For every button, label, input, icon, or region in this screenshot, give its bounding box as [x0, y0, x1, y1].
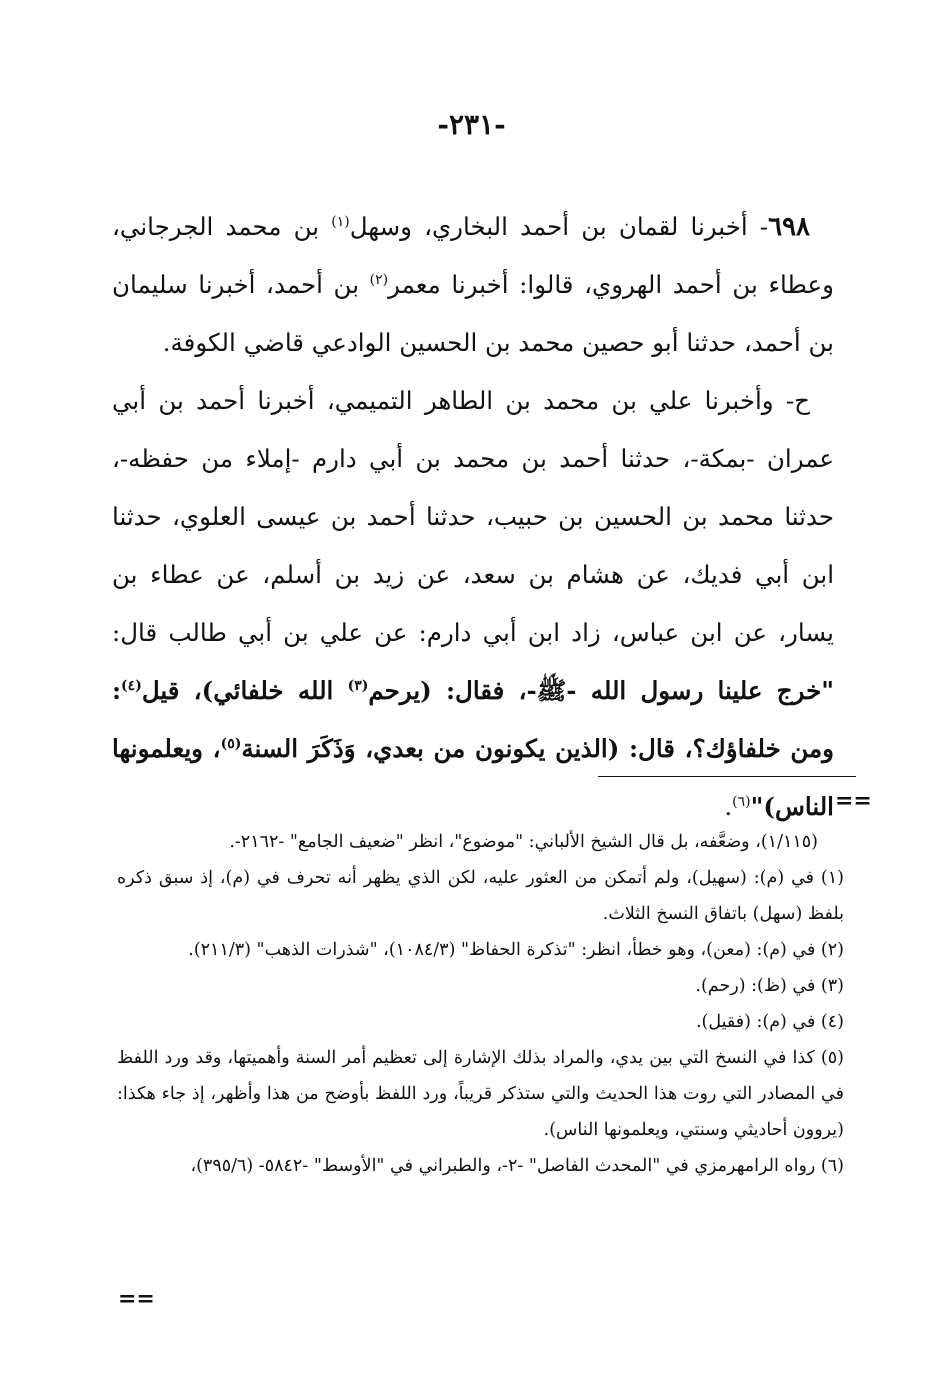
- footnote-ref: (١): [331, 213, 350, 230]
- footnote-2: (٢) في (م): (معن)، وهو خطأ، انظر: "تذكرة الحفاظ" (١٠٨٤/٣)، "شذرات الذهب" (٢١١/٣).: [188, 940, 844, 960]
- footnotes: [117, 824, 844, 1184]
- footnote-1: (١) في (م): (سهيل)، ولم أتمكن من العثور عليه، لكن الذي يظهر أنه تحرف في (م)، إذ سبق ذكره بلفظ (سهل) باتفاق النسخ الثلاث.: [117, 868, 844, 924]
- page-number: -٢٣١-: [437, 108, 506, 141]
- hadith-text: [112, 198, 834, 836]
- hadith-second-chain: ح- وأخبرنا علي بن محمد بن الطاهر التميمي، أخبرنا أحمد بن أبي عمران -بمكة-، حدثنا أحمد بن محمد بن أبي دارم -إملاء من حفظه-، حدثنا محمد بن الحسين بن حبيب، حدثنا أحمد بن عيسى العلوي، حدثنا ابن أبي فديك، عن هشام بن سعد، عن زيد بن أسلم، عن عطاء بن يسار، عن ابن عباس، زاد ابن أبي دارم: عن علي بن أبي طالب قال: "خرج علينا رسول الله -ﷺ-، فقال: (يرحم$^{(٣)}$ الله خلفائي)، قيل$^{(٤)}$: ومن خلفاؤك؟، قال: (الذين يكونون من بعدي، وَذَكَرَ السنة$^{(٥)}$، ويعلمونها الناس)"$^{(٦)}$.: [112, 386, 834, 821]
- continuation-mark: ==: [118, 1286, 155, 1312]
- footnote-ref: (٦): [732, 793, 751, 810]
- hadith-isnad: ٦٩٨- أخبرنا لقمان بن أحمد البخاري، وسهل$^{(١)}$ بن محمد الجرجاني، وعطاء بن أحمد الهروي، قالوا: أخبرنا معمر$^{(٢)}$ بن أحمد، أخبرنا سليمان بن أحمد، حدثنا أبو حصين محمد بن الحسين الوادعي قاضي الكوفة.: [112, 212, 834, 357]
- footnote-3: (٣) في (ظ): (رحم).: [695, 976, 844, 996]
- footnote-ref: (٤): [121, 677, 142, 694]
- footnote-separator-line: [598, 776, 856, 777]
- footnote-ref: (٥): [220, 735, 242, 752]
- hadith-number: ٦٩٨: [768, 212, 810, 242]
- footnote-ref: (٣): [347, 677, 369, 694]
- footnote-ref: (٢): [369, 271, 389, 288]
- footnote-continued: (١/١١٥)، وضعَّفه، بل قال الشيخ الألباني: "موضوع"، انظر "ضعيف الجامع" -٢١٦٢-.: [229, 832, 818, 852]
- footnote-4: (٤) في (م): (فقيل).: [695, 1012, 844, 1032]
- footnote-5: (٥) كذا في النسخ التي بين يدي، والمراد بذلك الإشارة إلى تعظيم أمر السنة وأهميتها، وقد ورد اللفظ في المصادر التي روت هذا الحديث والتي ستذكر قريباً، ورد اللفظ بأوضح من هذا وأظهر، إذ جاء هكذا: (يروون أحاديثي وسنتي، ويعلمونها الناس).: [117, 1048, 844, 1140]
- hadith-matn: "خرج علينا رسول الله -ﷺ-، فقال: (يرحم$^{(٣)}$ الله خلفائي)، قيل$^{(٤)}$: ومن خلفاؤك؟، قال: (الذين يكونون من بعدي، وَذَكَرَ السنة$^{(٥)}$، ويعلمونها الناس)": [112, 676, 834, 821]
- continuation-mark: ==: [835, 788, 872, 814]
- footnote-6: (٦) رواه الرامهرمزي في "المحدث الفاصل" -٢-، والطبراني في "الأوسط" -٥٨٤٢- (٣٩٥/٦)،: [190, 1156, 844, 1176]
